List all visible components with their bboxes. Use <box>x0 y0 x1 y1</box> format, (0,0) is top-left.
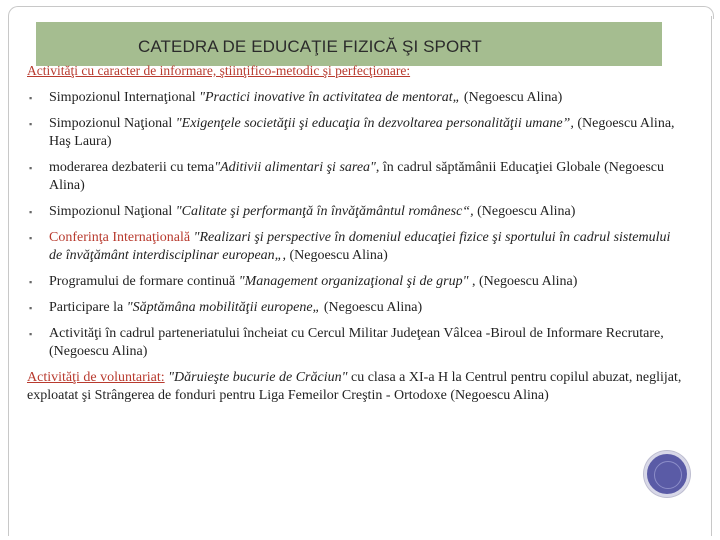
slide-frame-left <box>8 16 9 536</box>
bullet-icon: ▪ <box>29 277 33 287</box>
volunteer-text: cu clasa a XI-a H la Centrul pentru copilul abuzat, neglijat, exploatat şi Strângerea de fonduri pentru Liga Femeilor Creştin - Ortodoxe (Negoescu Alina) <box>27 370 682 403</box>
item-author: (Negoescu Alina) <box>285 248 388 263</box>
slide-title: CATEDRA DE EDUCAŢIE FIZICĂ ŞI SPORT <box>138 37 482 56</box>
item-title: "Realizari şi perspective în domeniul educaţiei fizice şi sportului în cadrul sistemului de învăţământ interdisciplinar european„, <box>49 230 671 263</box>
list-item <box>27 325 687 361</box>
list-item <box>27 299 687 317</box>
bullet-icon: ▪ <box>29 119 33 129</box>
volunteer-label: Activităţi de voluntariat: <box>27 370 165 385</box>
item-author: (Negoescu Alina, Haş Laura) <box>49 116 675 149</box>
activity-list <box>27 89 687 361</box>
item-title: "Săptămâna mobilităţii europene„ <box>126 300 321 315</box>
item-author: , în cadrul săptămânii Educaţiei Globale (Negoescu Alina) <box>49 160 664 193</box>
item-title: "Calitate şi performanţă în învăţământul românesc“, <box>175 204 474 219</box>
bullet-icon: ▪ <box>29 303 33 313</box>
list-item <box>27 229 687 265</box>
item-text: Conferinţa Internaţională <box>49 230 194 245</box>
item-text: Simpozionul Naţional <box>49 204 176 219</box>
section-heading: Activităţi cu caracter de informare, ştiinţifico-metodic şi perfecţionare: <box>27 63 411 78</box>
item-title: "Aditivii alimentari şi sarea" <box>214 160 376 175</box>
item-text: Simpozionul Internaţional <box>49 90 200 105</box>
bullet-icon: ▪ <box>29 233 33 243</box>
title-bar <box>36 22 662 66</box>
item-text: Simpozionul Naţional <box>49 116 176 131</box>
slide-content <box>27 62 687 405</box>
item-text: Activităţi în cadrul parteneriatului încheiat cu Cercul Militar Judeţean Vâlcea -Biroul de Informare Recrutare, (Negoescu Alina) <box>49 326 664 359</box>
item-author: , (Negoescu Alina) <box>468 274 578 289</box>
volunteer-title: "Dăruieşte bucurie de Crăciun" <box>168 370 348 385</box>
decorative-ring <box>654 461 682 489</box>
bullet-icon: ▪ <box>29 207 33 217</box>
list-item <box>27 273 687 291</box>
item-text: Participare la <box>49 300 127 315</box>
decorative-circle-icon <box>644 451 690 497</box>
item-author: (Negoescu Alina) <box>473 204 576 219</box>
slide-frame-right <box>711 16 712 536</box>
item-title: "Management organizaţional şi de grup" <box>238 274 469 289</box>
bullet-icon: ▪ <box>29 163 33 173</box>
bullet-icon: ▪ <box>29 329 33 339</box>
list-item <box>27 203 687 221</box>
slide-frame-top <box>8 6 714 19</box>
item-text: moderarea dezbaterii cu tema <box>49 160 215 175</box>
item-title: "Exigenţele societăţii şi educaţia în dezvoltarea personalităţii umane”, <box>175 116 574 131</box>
volunteer-paragraph <box>27 369 687 405</box>
list-item <box>27 115 687 151</box>
list-item <box>27 159 687 195</box>
item-author: (Negoescu Alina) <box>460 90 563 105</box>
item-author: (Negoescu Alina) <box>320 300 423 315</box>
item-title: "Practici inovative în activitatea de mentorat„ <box>199 90 461 105</box>
list-item <box>27 89 687 107</box>
bullet-icon: ▪ <box>29 93 33 103</box>
item-text: Programului de formare continuă <box>49 274 239 289</box>
